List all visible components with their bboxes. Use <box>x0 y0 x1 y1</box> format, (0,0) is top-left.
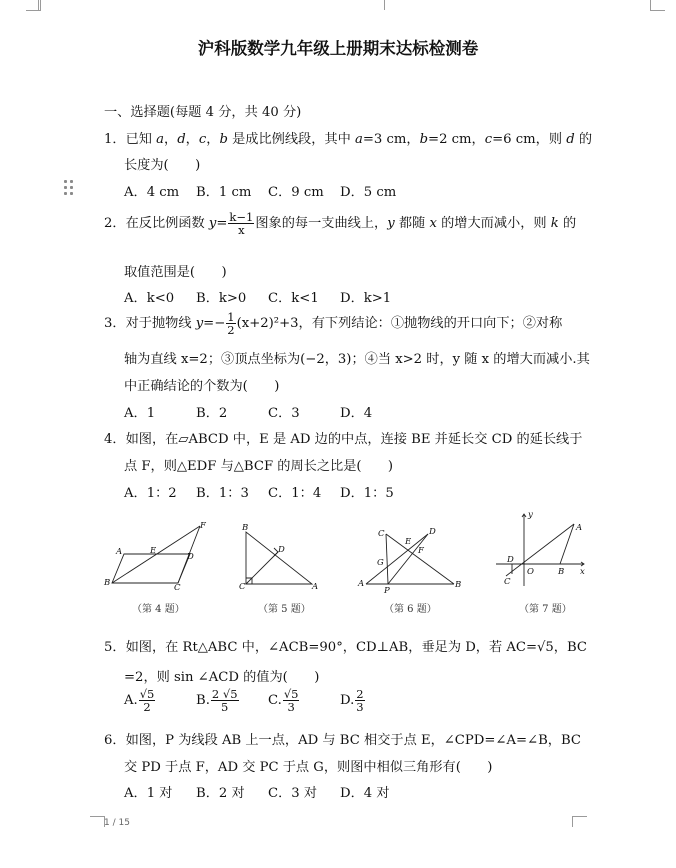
fig7-label-y: y <box>528 510 533 520</box>
fig6-label-f: F <box>418 546 424 556</box>
q3-fraction: $\frac{1}{2}$ <box>227 310 235 338</box>
q2-fraction: $\frac{k-1}{x}$ <box>229 210 254 238</box>
crop-mark-top-right <box>650 0 665 11</box>
q6-option-b[interactable]: B．2 对 <box>196 786 245 801</box>
q5-option-b[interactable]: B. $\frac{2 √5}{5}$ <box>196 687 238 715</box>
q4-option-b[interactable]: B．1：3 <box>196 486 249 501</box>
q3-line3: 中正确结论的个数为( ) <box>124 379 280 394</box>
fig5-label-b: B <box>242 523 249 533</box>
fig5-altitude <box>246 552 278 584</box>
q4-option-c[interactable]: C．1：4 <box>268 486 322 501</box>
fig5-triangle <box>246 532 312 584</box>
fig7-label-a: A <box>576 523 583 533</box>
q2-line1: 2．在反比例函数 y= $\frac{k-1}{x}$ 图象的每一支曲线上，y 都随 x 的增大而减小，则 k 的 <box>104 210 577 238</box>
crop-mark-top-mid1 <box>38 0 53 10</box>
fig4-label-b: B <box>104 578 111 588</box>
fig5-label-d: D <box>278 545 285 555</box>
figure-7-caption: （第 7 题） <box>519 604 572 615</box>
q1-line1: 1．已知 a，d，c，b 是成比例线段，其中 a=3 cm，b=2 cm，c=6 cm，则 d 的 <box>104 132 593 147</box>
q4-options <box>124 482 394 501</box>
q6-option-a[interactable]: A．1 对 <box>124 786 173 801</box>
figure-4 <box>100 520 215 595</box>
fig6-label-e: E <box>405 537 412 547</box>
q6-line1: 6．如图，P 为线段 AB 上一点，AD 与 BC 相交于点 E，∠CPD=∠A=∠B，BC <box>104 733 581 748</box>
figure-6-caption: （第 6 题） <box>384 604 437 615</box>
q5-option-a[interactable]: A. $\frac{√5}{2}$ <box>124 687 155 715</box>
crop-mark-bottom-left <box>90 816 105 827</box>
q1-option-b[interactable]: B．1 cm <box>196 185 252 200</box>
fig6-line-pc <box>386 534 388 584</box>
q3-option-b[interactable]: B．2 <box>196 406 228 421</box>
fig7-line-ab <box>560 524 574 564</box>
q6-line2: 交 PD 于点 F，AD 交 PC 于点 G，则图中相似三角形有( ) <box>124 760 493 775</box>
q2-option-c[interactable]: C．k<1 <box>268 291 319 306</box>
q3-option-d[interactable]: D．4 <box>340 406 373 421</box>
fig4-parallelogram <box>112 554 190 583</box>
q4-line1: 4．如图，在▱ABCD 中，E 是 AD 边的中点，连接 BE 并延长交 CD 的延长线于 <box>104 432 583 447</box>
figure-5 <box>238 522 328 594</box>
q3-options <box>124 402 372 421</box>
fig6-label-d: D <box>429 527 436 537</box>
q4-option-a[interactable]: A．1：2 <box>124 486 177 501</box>
q3-option-a[interactable]: A．1 <box>124 406 156 421</box>
fig6-line-ad <box>366 534 428 584</box>
q1-option-c[interactable]: C．9 cm <box>268 185 324 200</box>
fig4-label-d: D <box>187 552 194 562</box>
fig6-line-cb <box>386 534 454 584</box>
q2-option-b[interactable]: B．k>0 <box>196 291 247 306</box>
drag-handle-icon[interactable] <box>64 180 74 196</box>
fig6-label-b: B <box>455 580 462 590</box>
q2-option-a[interactable]: A．k<0 <box>124 291 175 306</box>
q1-option-a[interactable]: A．4 cm <box>124 185 180 200</box>
fig7-label-c: C <box>504 577 511 587</box>
q3-option-c[interactable]: C．3 <box>268 406 300 421</box>
q5-line1: 5．如图，在 Rt△ABC 中，∠ACB=90°，CD⊥AB，垂足为 D，若 AC=√5，BC <box>104 640 588 655</box>
q5-line2: =2，则 sin ∠ACD 的值为( ) <box>124 670 320 685</box>
q5-options <box>124 688 366 713</box>
q4-option-d[interactable]: D．1：5 <box>340 486 394 501</box>
figure-4-caption: （第 4 题） <box>132 604 185 615</box>
fig6-label-p: P <box>384 586 390 596</box>
fig5-label-a: A <box>312 582 319 592</box>
section-heading: 一、选择题(每题 4 分，共 40 分) <box>104 105 302 120</box>
figure-5-caption: （第 5 题） <box>258 604 311 615</box>
q4-line2: 点 F，则△EDF 与△BCF 的周长之比是( ) <box>124 459 394 474</box>
crop-mark-bottom-right <box>572 816 587 827</box>
figure-6 <box>356 522 466 594</box>
q6-option-d[interactable]: D．4 对 <box>340 786 390 801</box>
q5-option-c[interactable]: C. $\frac{√5}{3}$ <box>268 687 299 715</box>
fig6-label-c: C <box>378 529 385 539</box>
q1-option-d[interactable]: D．5 cm <box>340 185 397 200</box>
q3-line1: 3．对于抛物线 y=− $\frac{1}{2}$ (x+2)²+3，有下列结论：①抛物线的开口向下；②对称 <box>104 310 563 338</box>
page-number: 1 / 15 <box>104 818 130 828</box>
q2-line2: 取值范围是( ) <box>124 265 227 280</box>
fig4-label-a: A <box>116 547 123 557</box>
fig7-label-b: B <box>558 567 565 577</box>
fig4-label-c: C <box>174 583 181 593</box>
fig4-label-f: F <box>200 521 206 531</box>
fig4-label-e: E <box>150 546 157 556</box>
q2-options <box>124 287 391 306</box>
fig6-label-g: G <box>377 558 384 568</box>
crop-mark-top-mid2 <box>370 0 385 10</box>
q6-options <box>124 782 390 801</box>
fig7-label-x: x <box>580 567 585 577</box>
page-title: 沪科版数学九年级上册期末达标检测卷 <box>197 39 479 58</box>
fig6-label-a: A <box>358 579 365 589</box>
q1-line2: 长度为( ) <box>124 158 201 173</box>
q1-options <box>124 181 396 200</box>
fig5-label-c: C <box>239 582 246 592</box>
q5-option-d[interactable]: D. $\frac{2}{3}$ <box>340 687 364 715</box>
figure-7 <box>494 510 592 590</box>
fig7-label-d: D <box>507 555 514 565</box>
q2-option-d[interactable]: D．k>1 <box>340 291 392 306</box>
q6-option-c[interactable]: C．3 对 <box>268 786 318 801</box>
q3-line2: 轴为直线 x=2；③顶点坐标为(−2，3)；④当 x>2 时，y 随 x 的增大而减小.其 <box>124 352 590 367</box>
fig7-label-o: O <box>527 567 534 577</box>
